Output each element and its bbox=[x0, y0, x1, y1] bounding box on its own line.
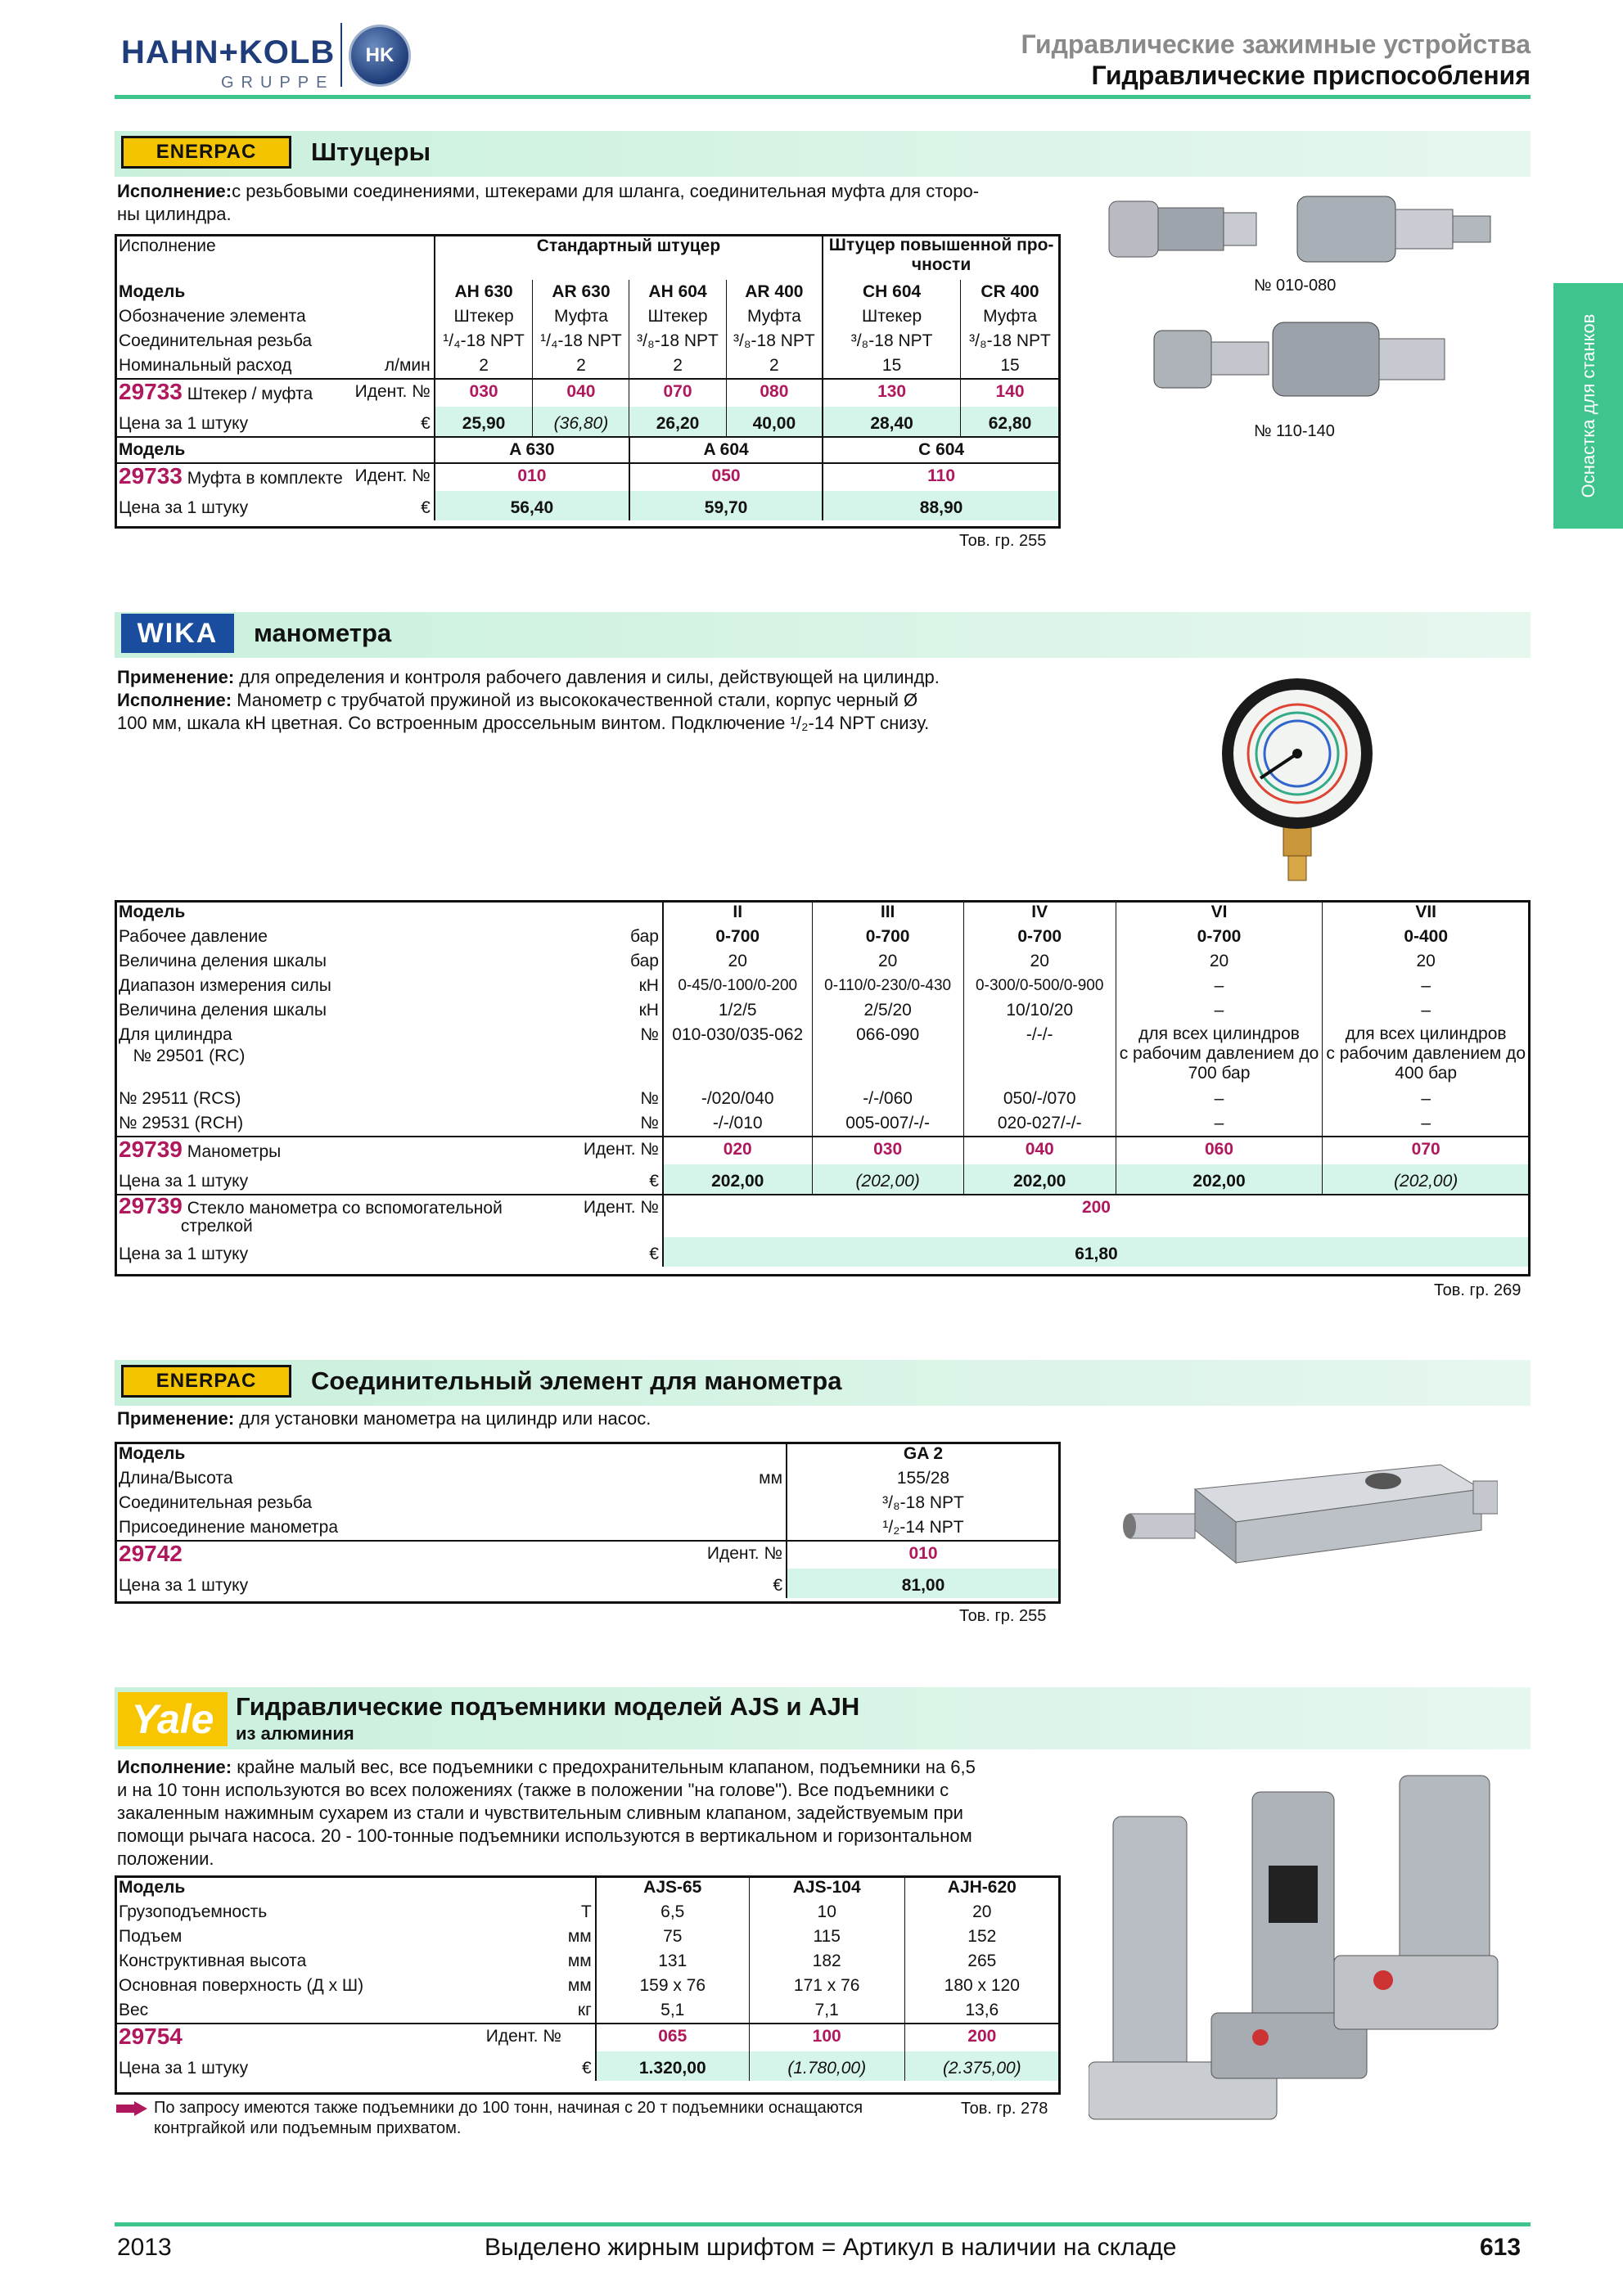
article-label: Штекер / муфта bbox=[187, 385, 313, 403]
table-cell: Штекер bbox=[823, 304, 960, 329]
table-cell: 0-700 bbox=[1116, 925, 1323, 949]
footer-year: 2013 bbox=[117, 2234, 172, 2261]
table-cell: 182 bbox=[749, 1949, 904, 1974]
unit-label: мм bbox=[567, 1952, 592, 1970]
image-label-1: № 010-080 bbox=[1254, 277, 1337, 295]
price-cell: 202,00 bbox=[1116, 1164, 1323, 1195]
yale-logo: Yale bbox=[118, 1692, 228, 1746]
table-cell: 0-110/0-230/0-430 bbox=[812, 974, 963, 998]
table-cell: 131 bbox=[596, 1949, 750, 1974]
exec-line: крайне малый вес, все подъемники с предохранительным клапаном, подъемники на 6,5 bbox=[232, 1757, 976, 1777]
table-cell: Муфта bbox=[533, 304, 629, 329]
article-code-cell bbox=[115, 463, 350, 491]
table-cell: 115 bbox=[749, 1925, 904, 1949]
article-label: Стекло манометра со вспомогательной bbox=[187, 1199, 503, 1218]
article-code-cell bbox=[115, 379, 350, 407]
article-code[interactable]: 29733 bbox=[119, 379, 183, 404]
price-cell: 202,00 bbox=[663, 1164, 812, 1195]
table-cell: ³/₈-18 NPT bbox=[961, 329, 1059, 353]
model-cell: III bbox=[812, 900, 963, 925]
ident-label: Идент. № bbox=[350, 463, 435, 491]
ident-number[interactable]: 010 bbox=[435, 463, 629, 491]
table-cell: – bbox=[1323, 1087, 1529, 1111]
product-group-caption: Тов. гр. 269 bbox=[1434, 1281, 1522, 1299]
table-cell: 20 bbox=[963, 949, 1116, 974]
row-label: Цена за 1 штуку bbox=[119, 414, 249, 433]
price-cell: 62,80 bbox=[961, 407, 1059, 437]
jacks-note bbox=[154, 2098, 863, 2139]
ident-number[interactable]: 020 bbox=[663, 1137, 812, 1164]
ident-label: Идент. № bbox=[515, 1195, 663, 1237]
table-cell: – bbox=[1323, 998, 1529, 1023]
row-label: Соединительная резьба bbox=[119, 331, 313, 350]
logo-main-text: HAHN+KOLB bbox=[121, 34, 336, 70]
price-cell: 88,90 bbox=[823, 491, 1059, 520]
table-cell: 2 bbox=[533, 353, 629, 379]
section-subtitle-jacks: из алюминия bbox=[236, 1723, 354, 1744]
ident-number[interactable]: 130 bbox=[823, 379, 960, 407]
table-cell: 15 bbox=[961, 353, 1059, 379]
table-cell: 159 x 76 bbox=[596, 1974, 750, 1998]
row-label: Рабочее давление bbox=[119, 927, 268, 946]
unit-label: кН bbox=[638, 976, 659, 995]
exec-line: и на 10 тонн используются во всех положениях (также в положении "на голове"). Все подъемники с bbox=[117, 1780, 949, 1800]
article-label: Манометры bbox=[187, 1142, 282, 1161]
price-cell: 40,00 bbox=[726, 407, 823, 437]
ident-number[interactable]: 200 bbox=[904, 2024, 1059, 2051]
row-label: Номинальный расход bbox=[119, 356, 292, 375]
currency-label: € bbox=[582, 2059, 592, 2078]
unit-label: кг bbox=[577, 2001, 592, 2019]
currency-label: € bbox=[649, 1245, 659, 1263]
price-cell: (202,00) bbox=[812, 1164, 963, 1195]
row-label: Цена за 1 штуку bbox=[119, 2059, 249, 2078]
section-title-gauges: манометра bbox=[254, 619, 392, 647]
article-label: Муфта в комплекте bbox=[187, 469, 343, 488]
unit-label: № bbox=[640, 1114, 659, 1132]
logo-emblem-text: HK bbox=[365, 44, 394, 66]
article-code-cell bbox=[115, 1195, 515, 1237]
price-cell: 61,80 bbox=[663, 1237, 1529, 1267]
row-label: Соединительная резьба bbox=[119, 1493, 313, 1512]
article-code-cell bbox=[115, 1541, 656, 1569]
company-logo bbox=[121, 16, 416, 90]
table-cell: ³/₈-18 NPT bbox=[787, 1491, 1059, 1515]
ident-number[interactable]: 100 bbox=[749, 2024, 904, 2051]
jacks-table bbox=[115, 1875, 1059, 2081]
table-cell: 20 bbox=[812, 949, 963, 974]
table-cell: -/020/040 bbox=[663, 1087, 812, 1111]
model-cell: AJS-65 bbox=[596, 1875, 750, 1900]
page-number: 613 bbox=[1480, 2234, 1522, 2261]
model-cell: VI bbox=[1116, 900, 1323, 925]
app-label: Применение: bbox=[117, 667, 235, 687]
hydraulic-jacks-image bbox=[1089, 1767, 1514, 2160]
table-cell: ¹/₄-18 NPT bbox=[533, 329, 629, 353]
model-cell: GA 2 bbox=[787, 1442, 1059, 1466]
model-cell: A 604 bbox=[629, 437, 823, 463]
group-standard: Стандартный штуцер bbox=[435, 234, 823, 280]
ident-number[interactable]: 060 bbox=[1116, 1137, 1323, 1164]
table-cell: 180 x 120 bbox=[904, 1974, 1059, 1998]
exec-line: положении. bbox=[117, 1848, 214, 1869]
header-rule bbox=[115, 95, 1531, 99]
product-group-caption: Тов. гр. 255 bbox=[959, 532, 1047, 550]
price-cell: (2.375,00) bbox=[904, 2051, 1059, 2081]
ident-number[interactable]: 030 bbox=[812, 1137, 963, 1164]
table-cell: -/-/010 bbox=[663, 1111, 812, 1137]
row-label: № 29531 (RCH) bbox=[119, 1114, 244, 1132]
table-cell: 2 bbox=[435, 353, 533, 379]
price-cell: (202,00) bbox=[1323, 1164, 1529, 1195]
exec-label: Исполнение: bbox=[117, 1757, 232, 1777]
model-cell: AH 604 bbox=[629, 280, 726, 304]
note-line: контргайкой или подъемным прихватом. bbox=[154, 2119, 462, 2137]
table-cell: 265 bbox=[904, 1949, 1059, 1974]
header-category: Гидравлические зажимные устройства bbox=[1021, 29, 1531, 59]
exec-text: Манометр с трубчатой пружиной из высококачественной стали, корпус черный Ø bbox=[232, 690, 918, 710]
model-cell: CR 400 bbox=[961, 280, 1059, 304]
model-cell: AJS-104 bbox=[749, 1875, 904, 1900]
row-label: Модель bbox=[119, 282, 186, 301]
enerpac-logo: ENERPAC bbox=[121, 1365, 291, 1398]
model-cell: VII bbox=[1323, 900, 1529, 925]
app-label: Применение: bbox=[117, 1408, 235, 1429]
table-cell: 10/10/20 bbox=[963, 998, 1116, 1023]
exec-label: Исполнение: bbox=[117, 690, 232, 710]
price-cell: 81,00 bbox=[787, 1569, 1059, 1598]
price-cell: 26,20 bbox=[629, 407, 726, 437]
unit-label: № bbox=[640, 1089, 659, 1108]
row-label: Цена за 1 штуку bbox=[119, 498, 249, 517]
ident-number[interactable]: 065 bbox=[596, 2024, 750, 2051]
spacer bbox=[565, 2024, 596, 2051]
table-cell: 2 bbox=[629, 353, 726, 379]
image-label-2: № 110-140 bbox=[1254, 422, 1335, 440]
ident-label: Идент. № bbox=[350, 379, 435, 407]
row-label: Конструктивная высота bbox=[119, 1952, 307, 1970]
app-text: для установки манометра на цилиндр или насос. bbox=[234, 1408, 651, 1429]
article-code[interactable]: 29739 bbox=[119, 1137, 183, 1162]
row-label: Для цилиндра № 29501 (RC) bbox=[119, 1025, 246, 1065]
table-cell: ³/₈-18 NPT bbox=[823, 329, 960, 353]
table-cell: 1/2/5 bbox=[663, 998, 812, 1023]
table-cell: 152 bbox=[904, 1925, 1059, 1949]
model-cell: AJH-620 bbox=[904, 1875, 1059, 1900]
unit-label: № bbox=[640, 1025, 659, 1044]
ident-number[interactable]: 070 bbox=[1323, 1137, 1529, 1164]
price-cell: 56,40 bbox=[435, 491, 629, 520]
side-tab[interactable] bbox=[1553, 283, 1623, 529]
table-cell: 0-700 bbox=[963, 925, 1116, 949]
table-cell: ³/₈-18 NPT bbox=[726, 329, 823, 353]
row-label: Модель bbox=[115, 437, 435, 463]
table-cell: Штекер bbox=[629, 304, 726, 329]
footer-legend: Выделено жирным шрифтом = Артикул в наличии на складе bbox=[485, 2234, 1177, 2261]
table-cell: 13,6 bbox=[904, 1998, 1059, 2024]
exec-text-2: 100 мм, шкала кН цветная. Со встроенным дроссельным винтом. Подключение ¹/₂-14 NPT снизу. bbox=[117, 713, 930, 733]
row-label: Модель bbox=[119, 1878, 186, 1897]
table-cell: – bbox=[1116, 1111, 1323, 1137]
unit-label: мм bbox=[759, 1469, 782, 1488]
exec-line: закаленным нажимным сухарем из стали и чувствительным сливным клапаном, задействуемым при bbox=[117, 1803, 963, 1823]
ident-number[interactable]: 010 bbox=[787, 1541, 1059, 1569]
footer-rule bbox=[115, 2222, 1531, 2226]
row-label: Основная поверхность (Д х Ш) bbox=[119, 1976, 364, 1995]
table-cell: 2 bbox=[726, 353, 823, 379]
price-cell: 202,00 bbox=[963, 1164, 1116, 1195]
table-cell: 20 bbox=[904, 1900, 1059, 1925]
price-cell: 25,90 bbox=[435, 407, 533, 437]
currency-label: € bbox=[421, 414, 431, 433]
table-cell: -/-/060 bbox=[812, 1087, 963, 1111]
table-cell: 0-45/0-100/0-200 bbox=[663, 974, 812, 998]
logo-emblem-icon bbox=[349, 25, 411, 87]
table-cell: ³/₈-18 NPT bbox=[629, 329, 726, 353]
row-label: Цена за 1 штуку bbox=[119, 1576, 249, 1595]
table-cell: 155/28 bbox=[787, 1466, 1059, 1491]
group-high: Штуцер повышенной про- чности bbox=[823, 234, 1059, 280]
ident-number[interactable]: 040 bbox=[533, 379, 629, 407]
currency-label: € bbox=[649, 1172, 659, 1191]
exec-line: помощи рычага насоса. 20 - 100-тонные подъемники используются в вертикальном и горизонтальном bbox=[117, 1826, 972, 1846]
note-line: По запросу имеются также подъемники до 100 тонн, начиная с 20 т подъемники оснащаются bbox=[154, 2099, 863, 2117]
article-code[interactable]: 29754 bbox=[119, 2024, 183, 2049]
table-cell: – bbox=[1116, 1087, 1323, 1111]
table-cell: 020-027/-/- bbox=[963, 1111, 1116, 1137]
unit-label: Т bbox=[580, 1902, 592, 1921]
note-arrow-icon bbox=[116, 2101, 147, 2116]
row-label: № 29511 (RCS) bbox=[119, 1089, 241, 1108]
row-label: Присоединение манометра bbox=[119, 1518, 339, 1537]
section-title-adapter: Соединительный элемент для манометра bbox=[311, 1366, 842, 1395]
unit-label: мм bbox=[567, 1976, 592, 1995]
table-cell: 15 bbox=[823, 353, 960, 379]
gauge-adapter-image bbox=[1113, 1456, 1498, 1579]
row-label: Модель bbox=[119, 1444, 186, 1463]
price-cell: 1.320,00 bbox=[596, 2051, 750, 2081]
article-label-2: стрелкой bbox=[180, 1217, 253, 1236]
fittings-table bbox=[115, 234, 1059, 520]
price-cell: (1.780,00) bbox=[749, 2051, 904, 2081]
table-cell: Муфта bbox=[961, 304, 1059, 329]
row-label: Цена за 1 штуку bbox=[119, 1172, 249, 1191]
unit-label: кН bbox=[638, 1001, 659, 1020]
model-cell: AR 630 bbox=[533, 280, 629, 304]
wika-logo: WIKA bbox=[121, 614, 234, 653]
table-cell: 066-090 bbox=[812, 1023, 963, 1087]
price-cell: 28,40 bbox=[823, 407, 960, 437]
adapter-table bbox=[115, 1442, 1059, 1598]
ident-number[interactable]: 200 bbox=[663, 1195, 1529, 1237]
table-cell: 050/-/070 bbox=[963, 1087, 1116, 1111]
section-title-jacks: Гидравлические подъемники моделей AJS и AJH bbox=[236, 1692, 860, 1721]
product-group-caption: Тов. гр. 255 bbox=[959, 1607, 1047, 1625]
model-cell: II bbox=[663, 900, 812, 925]
exec-text: с резьбовыми соединениями, штекерами для шланга, соединительная муфта для сторо- bbox=[232, 181, 980, 201]
table-cell: 005-007/-/- bbox=[812, 1111, 963, 1137]
table-cell: 20 bbox=[663, 949, 812, 974]
table-cell: 20 bbox=[1116, 949, 1323, 974]
logo-sub-text: GRUPPE bbox=[221, 74, 335, 92]
logo-divider bbox=[340, 23, 342, 87]
header-subcategory: Гидравлические приспособления bbox=[1091, 61, 1531, 90]
coupler-image bbox=[1101, 185, 1502, 275]
model-cell: AR 400 bbox=[726, 280, 823, 304]
article-code-cell bbox=[115, 1137, 515, 1164]
gauges-table bbox=[115, 900, 1529, 1267]
ident-number[interactable]: 110 bbox=[823, 463, 1059, 491]
table-cell: ¹/₄-18 NPT bbox=[435, 329, 533, 353]
table-cell: для всех цилиндров с рабочим давлением до 700 бар bbox=[1116, 1023, 1323, 1087]
table-cell: 010-030/035-062 bbox=[663, 1023, 812, 1087]
table-cell: 171 x 76 bbox=[749, 1974, 904, 1998]
model-cell: C 604 bbox=[823, 437, 1059, 463]
table-cell: 6,5 bbox=[596, 1900, 750, 1925]
article-code[interactable]: 29742 bbox=[119, 1541, 183, 1566]
model-cell: IV bbox=[963, 900, 1116, 925]
price-cell: 59,70 bbox=[629, 491, 823, 520]
table-cell: Муфта bbox=[726, 304, 823, 329]
ident-number[interactable]: 140 bbox=[961, 379, 1059, 407]
adapter-description bbox=[117, 1407, 1066, 1430]
article-code[interactable]: 29733 bbox=[119, 463, 183, 488]
table-cell: 2/5/20 bbox=[812, 998, 963, 1023]
table-cell: 10 bbox=[749, 1900, 904, 1925]
table-cell: Штекер bbox=[435, 304, 533, 329]
ident-label: Идент. № bbox=[656, 1541, 787, 1569]
row-label: Грузоподъемность bbox=[119, 1902, 268, 1921]
unit-label: л/мин bbox=[384, 356, 431, 375]
row-label: Модель bbox=[119, 903, 186, 921]
currency-label: € bbox=[421, 498, 431, 517]
table-cell: ¹/₂-14 NPT bbox=[787, 1515, 1059, 1541]
unit-label: бар bbox=[630, 952, 659, 970]
exec-text-2: ны цилиндра. bbox=[117, 204, 232, 224]
enerpac-logo: ENERPAC bbox=[121, 136, 291, 169]
ident-number[interactable]: 040 bbox=[963, 1137, 1116, 1164]
currency-label: € bbox=[773, 1576, 782, 1595]
table-cell: – bbox=[1323, 974, 1529, 998]
table-cell: для всех цилиндров с рабочим давлением до 400 бар bbox=[1323, 1023, 1529, 1087]
side-tab-label: Оснастка для станков bbox=[1577, 313, 1598, 498]
table-cell: 5,1 bbox=[596, 1998, 750, 2024]
table-cell: – bbox=[1116, 998, 1323, 1023]
table-cell: 20 bbox=[1323, 949, 1529, 974]
row-label: Вес bbox=[119, 2001, 149, 2019]
row-label: Исполнение bbox=[119, 236, 216, 255]
table-cell: -/-/- bbox=[963, 1023, 1116, 1087]
unit-label: мм bbox=[567, 1927, 592, 1946]
table-cell: 0-300/0-500/0-900 bbox=[963, 974, 1116, 998]
app-text: для определения и контроля рабочего давления и силы, действующей на цилиндр. bbox=[234, 667, 940, 687]
row-label: Диапазон измерения силы bbox=[119, 976, 331, 995]
coupler-image-2 bbox=[1150, 314, 1461, 404]
row-label: Величина деления шкалы bbox=[119, 1001, 327, 1020]
table-cell: – bbox=[1116, 974, 1323, 998]
ident-number[interactable]: 070 bbox=[629, 379, 726, 407]
model-cell: AH 630 bbox=[435, 280, 533, 304]
table-cell: – bbox=[1323, 1111, 1529, 1137]
table-cell: 75 bbox=[596, 1925, 750, 1949]
table-cell: 0-700 bbox=[663, 925, 812, 949]
row-label: Обозначение элемента bbox=[119, 307, 306, 326]
row-label: Длина/Высота bbox=[119, 1469, 233, 1488]
ident-label: Идент. № bbox=[515, 1137, 663, 1164]
table-cell: 0-400 bbox=[1323, 925, 1529, 949]
table-cell: 7,1 bbox=[749, 1998, 904, 2024]
jacks-description bbox=[117, 1756, 1075, 1871]
row-label: Цена за 1 штуку bbox=[119, 1245, 249, 1263]
exec-label: Исполнение: bbox=[117, 181, 232, 201]
gauges-description bbox=[117, 666, 1066, 735]
ident-number[interactable]: 030 bbox=[435, 379, 533, 407]
unit-label: бар bbox=[630, 927, 659, 946]
model-cell: CH 604 bbox=[823, 280, 960, 304]
ident-number[interactable]: 050 bbox=[629, 463, 823, 491]
article-code-cell bbox=[115, 2024, 565, 2051]
article-code[interactable]: 29739 bbox=[119, 1193, 183, 1218]
section-title-fittings: Штуцеры bbox=[311, 137, 431, 166]
row-label: Подъем bbox=[119, 1927, 183, 1946]
model-cell: A 630 bbox=[435, 437, 629, 463]
ident-label: Идент. № bbox=[485, 2027, 561, 2046]
fittings-description bbox=[117, 180, 1066, 226]
ident-number[interactable]: 080 bbox=[726, 379, 823, 407]
table-cell: 0-700 bbox=[812, 925, 963, 949]
price-cell: (36,80) bbox=[533, 407, 629, 437]
pressure-gauge-image bbox=[1220, 676, 1375, 889]
product-group-caption: Тов. гр. 278 bbox=[961, 2100, 1048, 2118]
row-label: Величина деления шкалы bbox=[119, 952, 327, 970]
